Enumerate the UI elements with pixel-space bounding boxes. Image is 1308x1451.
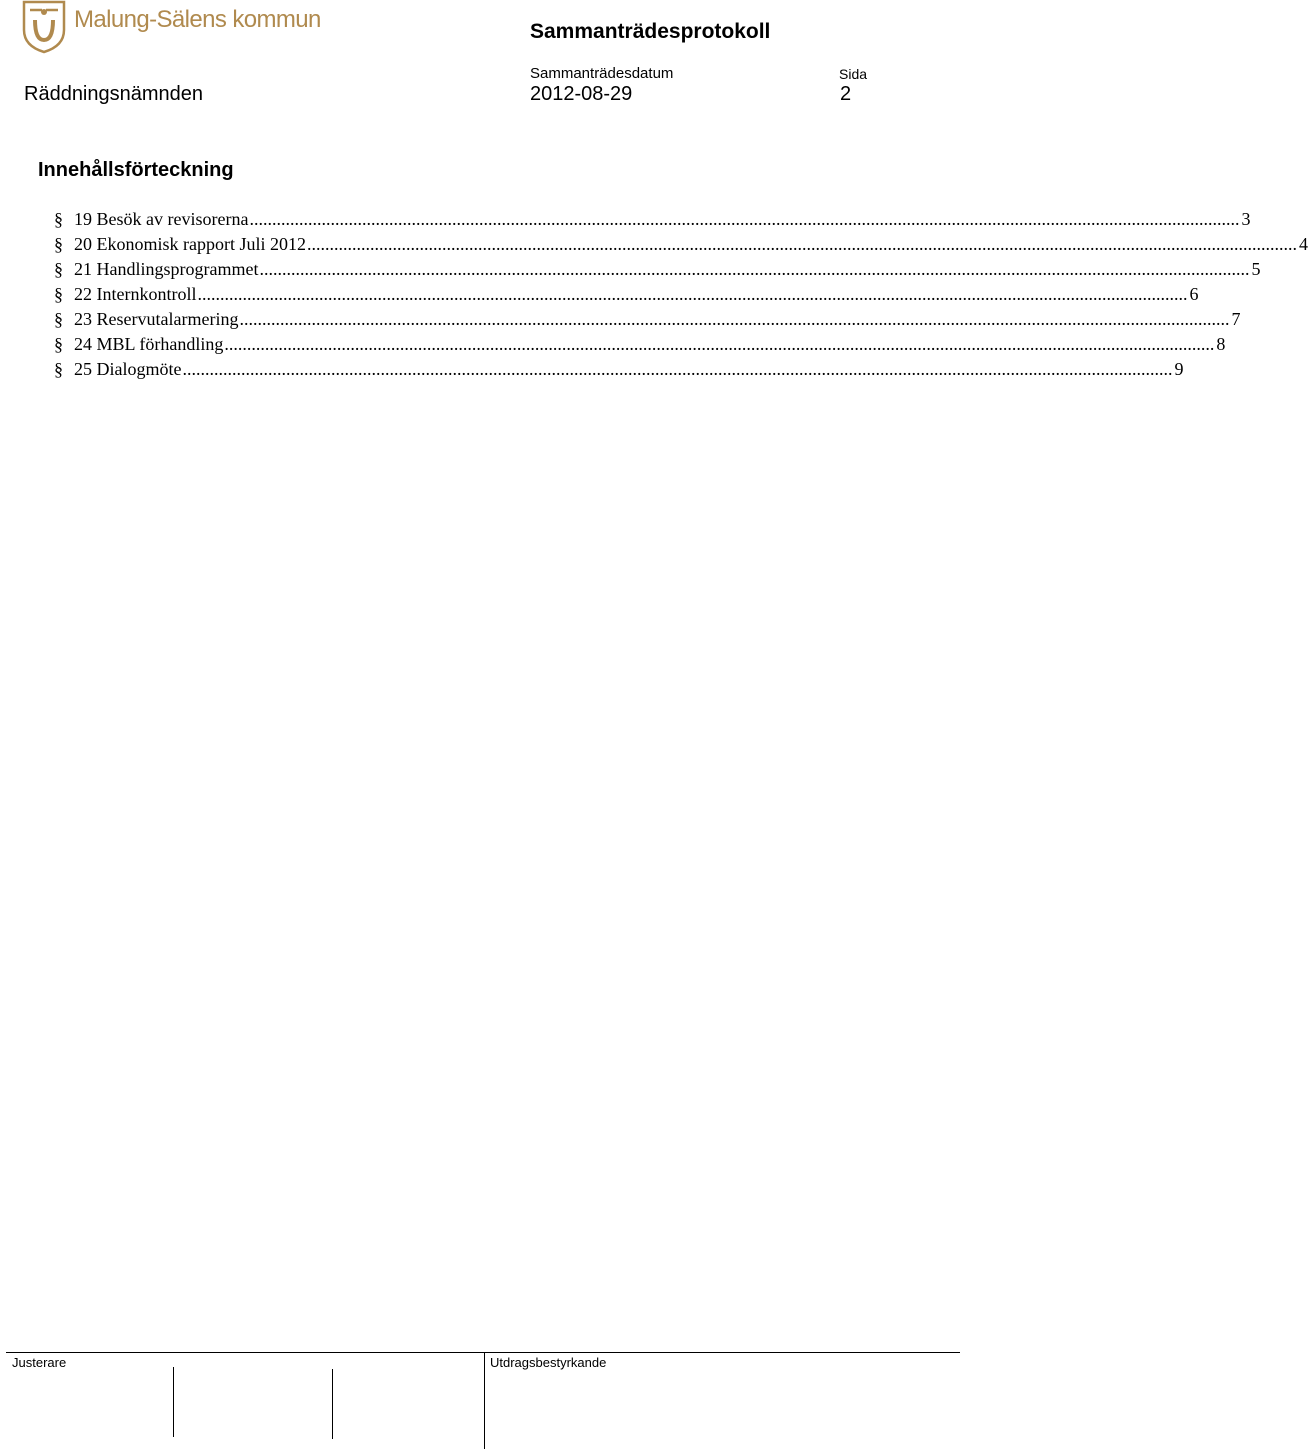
paragraph-symbol: §: [54, 309, 63, 329]
signature-line: [173, 1367, 174, 1437]
toc-entry-page: 9: [1174, 359, 1184, 379]
toc-entry-page: 5: [1251, 259, 1261, 279]
toc-entry-page: 6: [1189, 284, 1199, 304]
toc-entry-title: 23 Reservutalarmering: [74, 309, 239, 329]
meeting-date: 2012-08-29: [530, 83, 633, 105]
paragraph-symbol: §: [54, 359, 63, 379]
toc-entry-page: 7: [1231, 309, 1241, 329]
board-name: Räddningsnämnden: [24, 83, 204, 105]
dot-leader: ............................................................................................................................................................................................................................: [224, 334, 1215, 354]
dot-leader: ............................................................................................................................................................................................................................: [249, 209, 1240, 229]
logo-text: Malung-Sälens kommun: [74, 6, 321, 33]
toc-entry[interactable]: [54, 232, 1308, 257]
dot-leader: ............................................................................................................................................................................................................................: [182, 359, 1173, 379]
footer-divider: [6, 1352, 960, 1353]
toc-entry-title: 19 Besök av revisorerna: [74, 209, 249, 229]
toc-entry[interactable]: [54, 332, 1226, 357]
certification-label: Utdragsbestyrkande: [490, 1355, 607, 1370]
toc-entry-title: 20 Ekonomisk rapport Juli 2012: [74, 234, 306, 254]
page-number: 2: [840, 83, 852, 105]
meeting-date-label: Sammanträdesdatum: [530, 65, 674, 82]
toc-entry-title: 24 MBL förhandling: [74, 334, 224, 354]
dot-leader: ............................................................................................................................................................................................................................: [307, 234, 1297, 254]
toc-entry-page: 8: [1216, 334, 1226, 354]
paragraph-symbol: §: [54, 259, 63, 279]
paragraph-symbol: §: [54, 209, 63, 229]
paragraph-symbol: §: [54, 234, 63, 254]
toc-entry[interactable]: [54, 257, 1261, 282]
dot-leader: ............................................................................................................................................................................................................................: [259, 259, 1250, 279]
paragraph-symbol: §: [54, 284, 63, 304]
paragraph-symbol: §: [54, 334, 63, 354]
toc-entry[interactable]: [54, 307, 1241, 332]
toc-entry-title: 25 Dialogmöte: [74, 359, 182, 379]
table-of-contents: [54, 207, 1308, 382]
adjusters-label: Justerare: [12, 1355, 67, 1370]
dot-leader: ............................................................................................................................................................................................................................: [197, 284, 1188, 304]
page-label: Sida: [839, 66, 868, 82]
toc-entry[interactable]: [54, 207, 1251, 232]
toc-heading: Innehållsförteckning: [38, 159, 234, 181]
dot-leader: ............................................................................................................................................................................................................................: [239, 309, 1230, 329]
toc-entry-page: 4: [1299, 234, 1308, 254]
toc-entry-page: 3: [1241, 209, 1251, 229]
horseshoe-shield-icon: [22, 0, 66, 54]
document-type: Sammanträdesprotokoll: [530, 20, 771, 43]
municipality-logo: [22, 0, 322, 56]
toc-entry-title: 21 Handlingsprogrammet: [74, 259, 259, 279]
signature-line: [332, 1369, 333, 1439]
toc-entry-title: 22 Internkontroll: [74, 284, 197, 304]
toc-entry[interactable]: [54, 357, 1184, 382]
toc-entry[interactable]: [54, 282, 1199, 307]
signature-line: [484, 1353, 485, 1449]
